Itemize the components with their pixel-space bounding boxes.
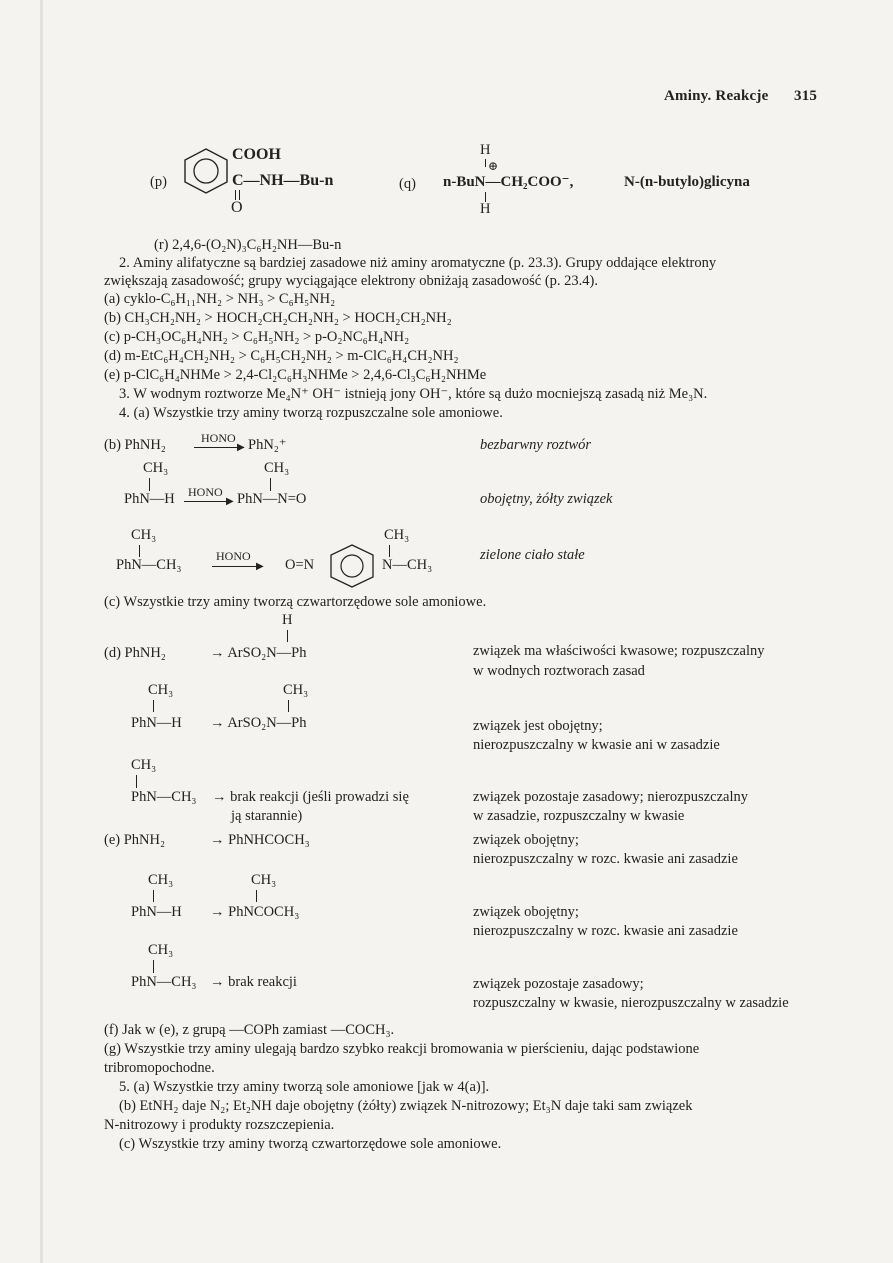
b-r2-ch3-left: CH₃: [143, 460, 169, 476]
para-5b-1: (b) EtNH₂ daje N₂; Et₂NH daje obojętny (żółty) związek N-nitrozowy; Et₃N daje taki sam związek: [119, 1098, 693, 1114]
e-r3-note-2: rozpuszczalny w kwasie, nierozpuszczalny w zasadzie: [473, 995, 789, 1011]
e-r3-left: PhN—CH₃: [131, 974, 197, 990]
b-r1-note: bezbarwny roztwór: [480, 437, 592, 453]
b-r2-left: PhN—H: [124, 491, 175, 507]
b-r3-bond-right: [389, 545, 390, 557]
b-r3-left: PhN—CH₃: [116, 557, 182, 573]
e-r1-note-1: związek obojętny;: [473, 832, 579, 848]
d-r2-ch3-left: CH₃: [148, 682, 174, 698]
b-r3-ch3-left: CH₃: [131, 527, 157, 543]
b-r2-arrowhead: ▶: [226, 496, 234, 507]
line-2e: (e) p-ClC₆H₄NHMe > 2,4-Cl₂C₆H₃NHMe > 2,4,6-Cl₃C₆H₂NHMe: [104, 367, 487, 383]
d-r1-left: (d) PhNH₂: [104, 645, 166, 661]
b-r1-arrowhead: ▶: [237, 442, 245, 453]
b-r2-ch3-right: CH₃: [264, 460, 290, 476]
e-r2-note-2: nierozpuszczalny w rozc. kwasie ani zasadzie: [473, 923, 738, 939]
d-r2-left: PhN—H: [131, 715, 182, 731]
b-r3-arrow: [212, 566, 262, 567]
d-r2-ch3-right: CH₃: [283, 682, 309, 698]
d-r1-bond: [287, 630, 288, 642]
struct-p-cooh: COOH: [232, 146, 281, 163]
para-5b-2: N-nitrozowy i produkty rozszczepienia.: [104, 1117, 335, 1133]
struct-q-label: (q): [399, 176, 416, 192]
e-r1-left: (e) PhNH₂: [104, 832, 166, 848]
b-r3-ch3-right: CH₃: [384, 527, 410, 543]
d-r3-bond: [136, 775, 137, 788]
e-r2-product: → PhNCOCH₃: [210, 904, 300, 920]
e-r3-note-1: związek pozostaje zasadowy;: [473, 976, 644, 992]
b-r2-right: PhN—N=O: [237, 491, 307, 507]
page-number: 315: [794, 88, 818, 104]
d-r2-bond-right: [288, 700, 289, 712]
d-r3-left: PhN—CH₃: [131, 789, 197, 805]
d-r3-ch3: CH₃: [131, 757, 157, 773]
benzene-ring-icon: [180, 146, 232, 196]
line-4g-2: tribromopochodne.: [104, 1060, 215, 1076]
d-r2-product: → ArSO₂N—Ph: [210, 715, 307, 731]
b-r3-right-b: N—CH₃: [382, 557, 433, 573]
page-edge-shadow: [40, 0, 43, 1263]
struct-q-bond-top: [485, 159, 486, 167]
benzene-ring-icon: [326, 543, 378, 589]
e-r2-ch3-right: CH₃: [251, 872, 277, 888]
line-r: (r) 2,4,6-(O₂N)₃C₆H₂NH—Bu-n: [154, 237, 342, 253]
d-r2-note-2: nierozpuszczalny w kwasie ani w zasadzie: [473, 737, 720, 753]
struct-q-main: n-BuN—CH₂COO⁻,: [443, 174, 574, 190]
e-r2-note-1: związek obojętny;: [473, 904, 579, 920]
para-2-line-1: 2. Aminy alifatyczne są bardziej zasadowe niż aminy aromatyczne (p. 23.3). Grupy oddające elektrony: [119, 255, 717, 271]
e-r2-bond-left: [153, 890, 154, 902]
struct-p-label: (p): [150, 174, 167, 190]
e-r1-note-2: nierozpuszczalny w rozc. kwasie ani zasadzie: [473, 851, 738, 867]
b-r2-bond-right: [270, 478, 271, 491]
line-2a: (a) cyklo-C₆H₁₁NH₂ > NH₃ > C₆H₅NH₂: [104, 291, 336, 307]
para-3: 3. W wodnym roztworze Me₄N⁺ OH⁻ istnieją jony OH⁻, które są dużo mocniejszą zasadą niż Me₃N.: [119, 386, 708, 402]
struct-q-h-top: H: [480, 142, 491, 158]
d-r2-bond-left: [153, 700, 154, 712]
line-2d: (d) m-EtC₆H₄CH₂NH₂ > C₆H₅CH₂NH₂ > m-ClC₆H₄CH₂NH₂: [104, 348, 459, 364]
line-4f: (f) Jak w (e), z grupą —COPh zamiast —COCH₃.: [104, 1022, 395, 1038]
b-r1-right: PhN₂⁺: [248, 437, 287, 453]
line-4c: (c) Wszystkie trzy aminy tworzą czwartorzędowe sole amoniowe.: [104, 594, 487, 610]
para-5a: 5. (a) Wszystkie trzy aminy tworzą sole amoniowe [jak w 4(a)].: [119, 1079, 490, 1095]
d-r3-note-2: w zasadzie, rozpuszczalny w kwasie: [473, 808, 685, 824]
running-title: Aminy. Reakcje: [664, 88, 769, 104]
e-r3-ch3: CH₃: [148, 942, 174, 958]
d-r1-h: H: [282, 612, 293, 628]
d-r1-note-1: związek ma właściwości kwasowe; rozpuszczalny: [473, 643, 765, 659]
b-r3-right-a: O=N: [285, 557, 315, 573]
b-r3-bond-left: [139, 545, 140, 557]
para-4a: 4. (a) Wszystkie trzy aminy tworzą rozpuszczalne sole amoniowe.: [119, 405, 503, 421]
b-r2-note: obojętny, żółty związek: [480, 491, 613, 507]
line-2b: (b) CH₃CH₂NH₂ > HOCH₂CH₂CH₂NH₂ > HOCH₂CH₂NH₂: [104, 310, 452, 326]
b-r2-bond-left: [149, 478, 150, 491]
b-r3-reagent: HONO: [216, 549, 251, 563]
d-r3-note-1: związek pozostaje zasadowy; nierozpuszczalny: [473, 789, 748, 805]
e-r3-product: → brak reakcji: [210, 974, 297, 990]
d-r1-note-2: w wodnych roztworach zasad: [473, 663, 645, 679]
line-2c: (c) p-CH₃OC₆H₄NH₂ > C₆H₅NH₂ > p-O₂NC₆H₄NH₂: [104, 329, 410, 345]
e-r2-left: PhN—H: [131, 904, 182, 920]
d-r2-note-1: związek jest obojętny;: [473, 718, 603, 734]
para-2-line-2: zwiększają zasadowość; grupy wyciągające elektrony obniżają zasadowość (p. 23.4).: [104, 273, 599, 289]
struct-q-name: N-(n-butylo)glicyna: [624, 174, 750, 190]
e-r2-ch3-left: CH₃: [148, 872, 174, 888]
b-r3-note: zielone ciało stałe: [480, 547, 585, 563]
d-r1-product: → ArSO₂N—Ph: [210, 645, 307, 661]
b-r2-arrow: [184, 501, 232, 502]
b-r1-reagent: HONO: [201, 431, 236, 445]
struct-p-chain: C—NH—Bu-n: [232, 172, 334, 189]
line-4g-1: (g) Wszystkie trzy aminy ulegają bardzo szybko reakcji bromowania w pierścieniu, dając podstawione: [104, 1041, 700, 1057]
para-5c: (c) Wszystkie trzy aminy tworzą czwartorzędowe sole amoniowe.: [119, 1136, 502, 1152]
e-r2-bond-right: [256, 890, 257, 902]
b-r3-arrowhead: ▶: [256, 561, 264, 572]
d-r3-product-2: ją starannie): [231, 808, 303, 824]
struct-q-charge: ⊕: [488, 159, 499, 173]
b-r2-reagent: HONO: [188, 485, 223, 499]
b-r1-left: (b) PhNH₂: [104, 437, 166, 453]
struct-q-h-bottom: H: [480, 201, 491, 217]
e-r1-product: → PhNHCOCH₃: [210, 832, 310, 848]
d-r3-product-1: → brak reakcji (jeśli prowadzi się: [212, 789, 409, 805]
e-r3-bond: [153, 960, 154, 973]
struct-p-oxygen: O: [231, 199, 243, 216]
